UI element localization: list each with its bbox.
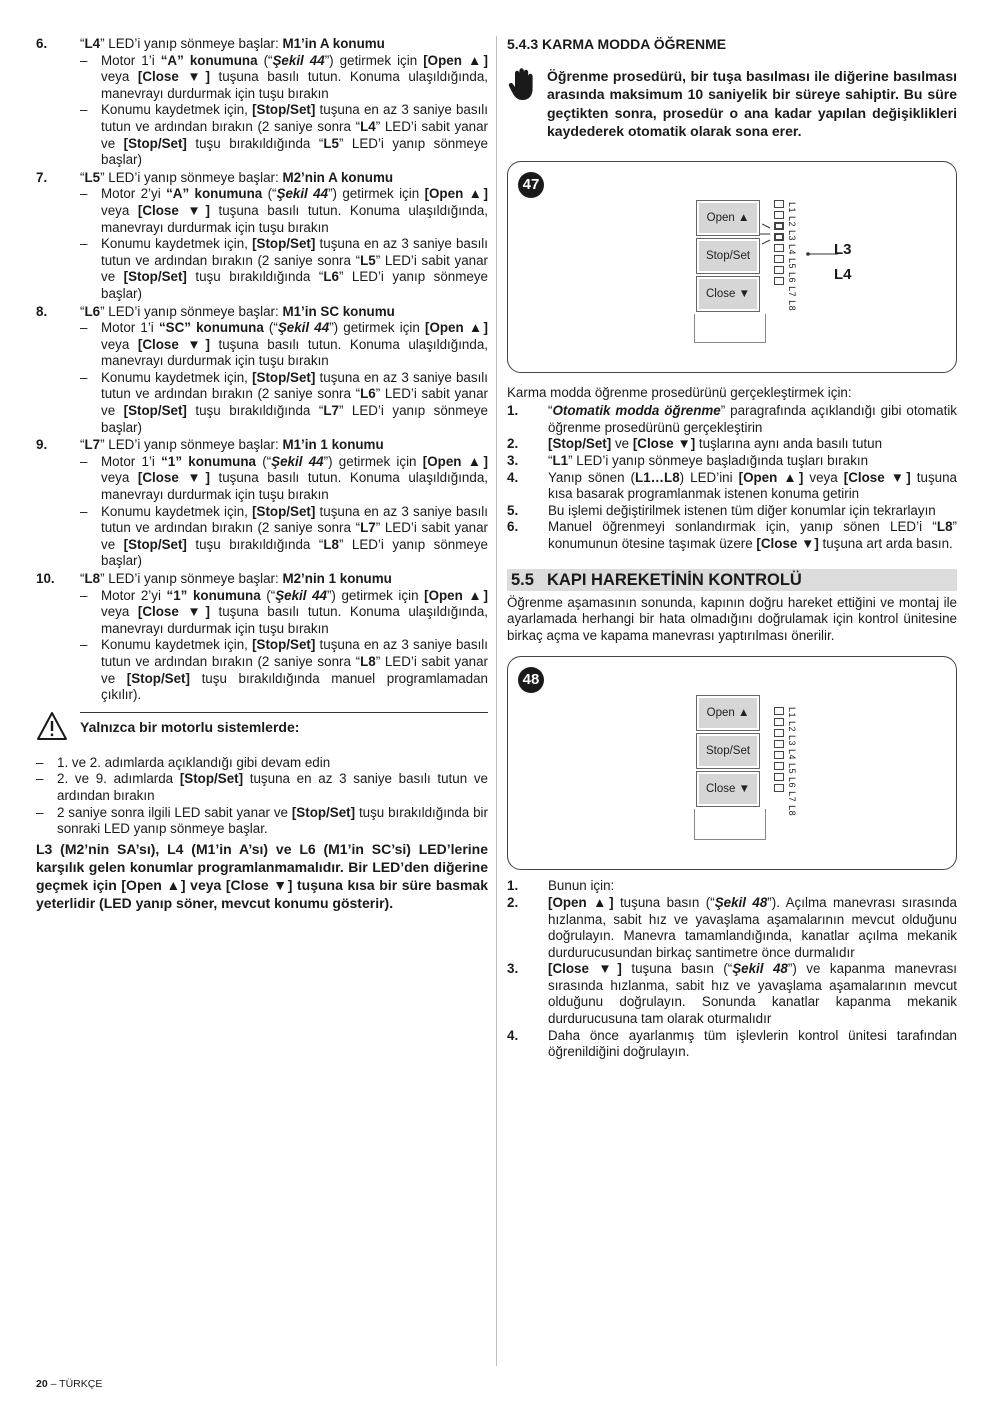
close-button: Close ▼ xyxy=(696,276,760,312)
step-6 xyxy=(36,36,488,169)
list-item: 1. “Otomatik modda öğrenme” paragrafında açıklandığı gibi otomatik öğrenme prosedürünü gerçekleştirin xyxy=(507,403,957,435)
figure-number: 48 xyxy=(518,667,544,693)
step-heading: “L6” LED’i yanıp sönmeye başlar: M1’in SC konumu xyxy=(80,303,395,319)
right-column xyxy=(507,36,957,1061)
step-7 xyxy=(36,170,488,303)
step-number: 10. xyxy=(36,571,55,586)
mixed-mode-steps xyxy=(507,403,957,552)
open-button: Open ▲ xyxy=(696,695,760,731)
warning-note: L3 (M2’nin SA’sı), L4 (M1’in A’sı) ve L6 (M1’in SC’si) LED’lerine karşılık gelen konumlar programlanmamalıdır. Bir LED’den diğerine geçmek için [Open ▲] veya [Close ▼] tuşuna kısa bir süre basmak yeterlidir (LED yanıp söner, mevcut konumu gösterir). xyxy=(36,840,488,911)
callout-l4: L4 xyxy=(834,265,852,283)
warning-item: – 2 saniye sonra ilgili LED sabit yanar ve [Stop/Set] tuşu bırakıldığında bir sonraki LED yanıp sönmeye başlar. xyxy=(36,804,488,837)
hand-stop-icon xyxy=(507,67,539,108)
list-item: 3. “L1” LED’i yanıp sönmeye başladığında tuşları bırakın xyxy=(507,452,869,468)
page-number: 20 xyxy=(36,1378,48,1390)
led-labels: L1 L2 L3 L4 L5 L6 L7 L8 xyxy=(787,707,797,817)
board-rail xyxy=(694,314,766,343)
stop-set-button: Stop/Set xyxy=(696,733,760,769)
step-heading: “L7” LED’i yanıp sönmeye başlar: M1’in 1 konumu xyxy=(80,437,384,453)
time-limit-note: Öğrenme prosedürü, bir tuşa basılması ile diğerine basılması arasında maksimum 10 saniyelik bir süreye sahiptir. Bu süre geçtikten sonra, prosedür o ana kadar yapılan değişiklikleri kaydederek otomatik olarak sona erer. xyxy=(507,67,957,141)
section-heading-5-5: 5.5 KAPI HAREKETİNİN KONTROLÜ xyxy=(507,569,957,591)
led-labels: L1 L2 L3 L4 L5 L6 L7 L8 xyxy=(787,201,797,311)
substep: – Konumu kaydetmek için, [Stop/Set] tuşuna en az 3 saniye basılı tutun ve ardından bırakın (2 saniye sonra “L4” LED’i sabit yanar ve [Stop/Set] tuşu bırakıldığında “L5” LED’i yanıp sönmeye başlar) xyxy=(80,102,489,168)
list-item: 4. Yanıp sönen (L1…L8) LED’ini [Open ▲] veya [Close ▼] tuşuna kısa basarak programlanmak istenen konuma getirin xyxy=(507,469,957,502)
mixed-mode-intro: Karma modda öğrenme prosedürünü gerçekleştirmek için: xyxy=(507,384,852,400)
step-heading: “L4” LED’i yanıp sönmeye başlar: M1’in A konumu xyxy=(80,36,385,51)
list-item: 2. [Open ▲] tuşuna basın (“Şekil 48”). Açılma manevrası sırasında hızlanma, sabit hız ve yavaşlama aşamalarının mevcut olduğunu doğrulayın. Manevra tamamlandığında, kanatlar açılma mekanik durdurucusundan birkaç santimetre önce durmalıdır xyxy=(507,894,957,960)
substep: – Konumu kaydetmek için, [Stop/Set] tuşuna en az 3 saniye basılı tutun ve ardından bırakın (2 saniye sonra “L7” LED’i sabit yanar ve [Stop/Set] tuşu bırakıldığında “L8” LED’i yanıp sönmeye başlar) xyxy=(80,503,489,569)
warning-triangle-icon xyxy=(36,711,68,746)
warning-item: – 1. ve 2. adımlarda açıklandığı gibi devam edin xyxy=(36,754,331,770)
close-button: Close ▼ xyxy=(696,771,760,807)
list-item: 6. Manuel öğrenmeyi sonlandırmak için, yanıp sönen LED’i “L8” konumunun ötesine taşımak üzere [Close ▼] tuşuna art arda basın. xyxy=(507,519,957,551)
substep: – Konumu kaydetmek için, [Stop/Set] tuşuna en az 3 saniye basılı tutun ve ardından bırakın (2 saniye sonra “L5” LED’i sabit yanar ve [Stop/Set] tuşu bırakıldığında “L6” LED’i yanıp sönmeye başlar) xyxy=(80,236,489,301)
step-heading: “L8” LED’i yanıp sönmeye başlar: M2’nin 1 konumu xyxy=(80,571,392,586)
open-button: Open ▲ xyxy=(696,200,760,236)
step-10 xyxy=(36,571,488,704)
warning-list xyxy=(36,755,488,912)
step-number: 9. xyxy=(36,437,48,453)
substep: – Motor 2’yi “A” konumuna (“Şekil 44”) getirmek için [Open ▲] veya [Close ▼] tuşuna basılı tutun. Konuma ulaşıldığında, manevrayı durdurmak için tuşu bırakın xyxy=(80,186,488,235)
figure-47 xyxy=(507,161,957,373)
warning-item: – 2. ve 9. adımlarda [Stop/Set] tuşuna en az 3 saniye basılı tutun ve ardından bırakın xyxy=(36,771,488,803)
warning-title: Yalnızca bir motorlu sistemlerde: xyxy=(80,718,300,735)
list-item: 1. Bunun için: xyxy=(507,878,615,894)
section-heading-5-4-3: 5.4.3 KARMA MODDA ÖĞRENME xyxy=(507,36,727,52)
step-number: 6. xyxy=(36,36,48,51)
substep: – Motor 1’i “SC” konumuna (“Şekil 44”) getirmek için [Open ▲] veya [Close ▼] tuşuna basılı tutun. Konuma ulaşıldığında, manevrayı durdurmak için tuşu bırakın xyxy=(80,320,488,369)
step-9 xyxy=(36,437,488,570)
left-column xyxy=(36,36,488,912)
list-item: 3. [Close ▼] tuşuna basın (“Şekil 48”) ve kapanma manevrası sırasında hızlanma, sabit hız ve yavaşlama aşamalarının mevcut olduğunu doğrulayın. Sonunda kanatlar kapanma mekanik durdurucusuna tam olarak oturmalıdır xyxy=(507,961,958,1027)
board-rail xyxy=(694,809,766,840)
figure-number: 47 xyxy=(518,172,544,198)
substep: – Motor 1’i “A” konumuna (“Şekil 44”) getirmek için [Open ▲] veya [Close ▼] tuşuna basılı tutun. Konuma ulaşıldığında, manevrayı durdurmak için tuşu bırakın xyxy=(80,52,488,101)
blink-rays-icon xyxy=(760,222,840,262)
step-number: 8. xyxy=(36,303,48,319)
step-8 xyxy=(36,304,488,437)
substep: – Motor 1’i “1” konumuna (“Şekil 44”) getirmek için [Open ▲] veya [Close ▼] tuşuna basılı tutun. Konuma ulaşıldığında, manevrayı durdurmak için tuşu bırakın xyxy=(80,453,488,503)
step-heading: “L5” LED’i yanıp sönmeye başlar: M2’nin A konumu xyxy=(80,169,394,185)
list-item: 5. Bu işlemi değiştirilmek istenen tüm diğer konumlar için tekrarlayın xyxy=(507,502,936,518)
list-item: 2. [Stop/Set] ve [Close ▼] tuşlarına aynı anda basılı tutun xyxy=(507,436,883,452)
callout-l3: L3 xyxy=(834,240,852,258)
substep: – Motor 2’yi “1” konumuna (“Şekil 44”) getirmek için [Open ▲] veya [Close ▼] tuşuna basılı tutun. Konuma ulaşıldığında, manevrayı durdurmak için tuşu bırakın xyxy=(80,587,488,636)
footer-language: TÜRKÇE xyxy=(59,1378,103,1390)
substep: – Konumu kaydetmek için, [Stop/Set] tuşuna en az 3 saniye basılı tutun ve ardından bırakın (2 saniye sonra “L8” LED’i sabit yanar ve [Stop/Set] tuşu bırakıldığında manuel programlamadan çıkılır). xyxy=(80,637,489,703)
section-5-5-paragraph: Öğrenme aşamasının sonunda, kapının doğru hareket ettiğini ve montaj ile ayarlamada herhangi bir hata olmadığını doğrulamak için kontrol ünitesine birkaç açma ve kapama manevrası yaptırılması önerilir. xyxy=(507,594,957,643)
column-divider xyxy=(496,36,497,1366)
stop-set-button: Stop/Set xyxy=(696,238,760,274)
list-item: 4. Daha önce ayarlanmış tüm işlevlerin kontrol ünitesi tarafından öğrenildiğini doğrulayın. xyxy=(507,1027,957,1060)
page-footer: 20 – TÜRKÇE xyxy=(36,1378,103,1390)
step-number: 7. xyxy=(36,169,48,185)
check-steps xyxy=(507,878,957,1061)
figure-48 xyxy=(507,656,957,870)
warning-block xyxy=(36,713,488,745)
substep: – Konumu kaydetmek için, [Stop/Set] tuşuna en az 3 saniye basılı tutun ve ardından bırakın (2 saniye sonra “L6” LED’i sabit yanar ve [Stop/Set] tuşu bırakıldığında “L7” LED’i yanıp sönmeye başlar) xyxy=(80,369,489,435)
